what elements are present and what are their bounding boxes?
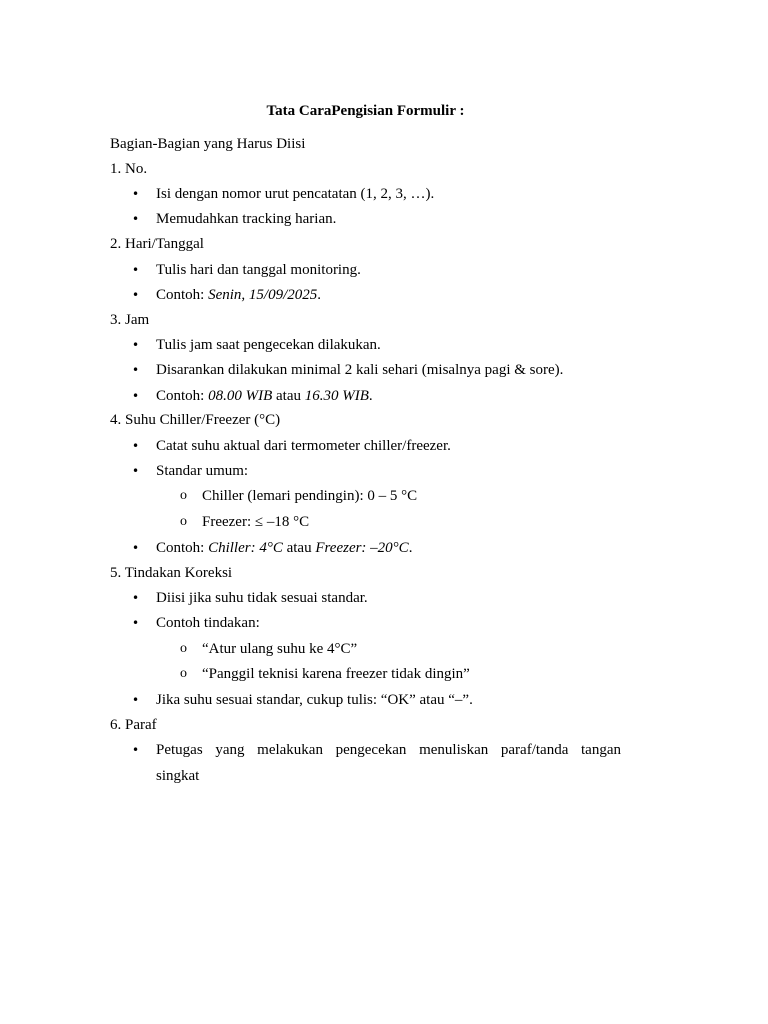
list-item-example: • Contoh: Chiller: 4°C atau Freezer: –20°C. xyxy=(132,540,413,556)
list-item: • Diisi jika suhu tidak sesuai standar. xyxy=(132,590,368,606)
bullet-icon: • xyxy=(132,439,140,453)
sub-list-item: o “Panggil teknisi karena freezer tidak dingin” xyxy=(180,666,470,682)
bullet-icon: • xyxy=(132,693,140,707)
bullet-icon: • xyxy=(132,263,140,277)
list-item: • Tulis hari dan tanggal monitoring. xyxy=(132,262,361,278)
sub-list-item: o Freezer: ≤ –18 °C xyxy=(180,514,310,530)
intro-text: Bagian-Bagian yang Harus Diisi xyxy=(110,136,306,152)
list-item: • Catat suhu aktual dari termometer chiller/freezer. xyxy=(132,438,451,454)
sub-bullet-icon: o xyxy=(180,666,187,681)
sub-list-item: o “Atur ulang suhu ke 4°C” xyxy=(180,641,358,657)
list-item-example: • Contoh: Senin, 15/09/2025. xyxy=(132,287,322,303)
list-item: • Standar umum: xyxy=(132,463,249,479)
section-heading-hari-tanggal: 2. Hari/Tanggal xyxy=(110,236,204,252)
document-page xyxy=(110,0,621,1024)
sub-bullet-icon: o xyxy=(180,514,187,529)
bullet-icon: • xyxy=(132,363,140,377)
bullet-icon: • xyxy=(132,389,140,403)
bullet-icon: • xyxy=(132,616,140,630)
bullet-icon: • xyxy=(132,212,140,226)
sub-list-item: o Chiller (lemari pendingin): 0 – 5 °C xyxy=(180,488,418,504)
section-heading-paraf: 6. Paraf xyxy=(110,717,157,733)
list-item: • Isi dengan nomor urut pencatatan (1, 2, 3, …). xyxy=(132,186,435,202)
bullet-icon: • xyxy=(132,338,140,352)
list-item-example: • Contoh: 08.00 WIB atau 16.30 WIB. xyxy=(132,388,373,404)
bullet-icon: • xyxy=(132,464,140,478)
list-item-continuation: singkat xyxy=(156,768,200,784)
list-item: • Contoh tindakan: xyxy=(132,615,260,631)
section-heading-tindakan: 5. Tindakan Koreksi xyxy=(110,565,233,581)
list-item-justified: • Petugas yang melakukan pengecekan menuliskan paraf/tanda tangan xyxy=(132,742,621,758)
sub-bullet-icon: o xyxy=(180,488,187,503)
bullet-icon: • xyxy=(132,187,140,201)
bullet-icon: • xyxy=(132,288,140,302)
section-heading-no: 1. No. xyxy=(110,161,148,177)
page-title: Tata CaraPengisian Formulir : xyxy=(266,103,465,119)
sub-bullet-icon: o xyxy=(180,641,187,656)
section-heading-suhu: 4. Suhu Chiller/Freezer (°C) xyxy=(110,412,281,428)
list-item: • Jika suhu sesuai standar, cukup tulis: “OK” atau “–”. xyxy=(132,692,473,708)
bullet-icon: • xyxy=(132,591,140,605)
list-item: • Disarankan dilakukan minimal 2 kali sehari (misalnya pagi & sore). xyxy=(132,362,564,378)
bullet-icon: • xyxy=(132,541,140,555)
bullet-icon: • xyxy=(132,743,140,757)
section-heading-jam: 3. Jam xyxy=(110,312,150,328)
list-item: • Memudahkan tracking harian. xyxy=(132,211,337,227)
list-item: • Tulis jam saat pengecekan dilakukan. xyxy=(132,337,381,353)
